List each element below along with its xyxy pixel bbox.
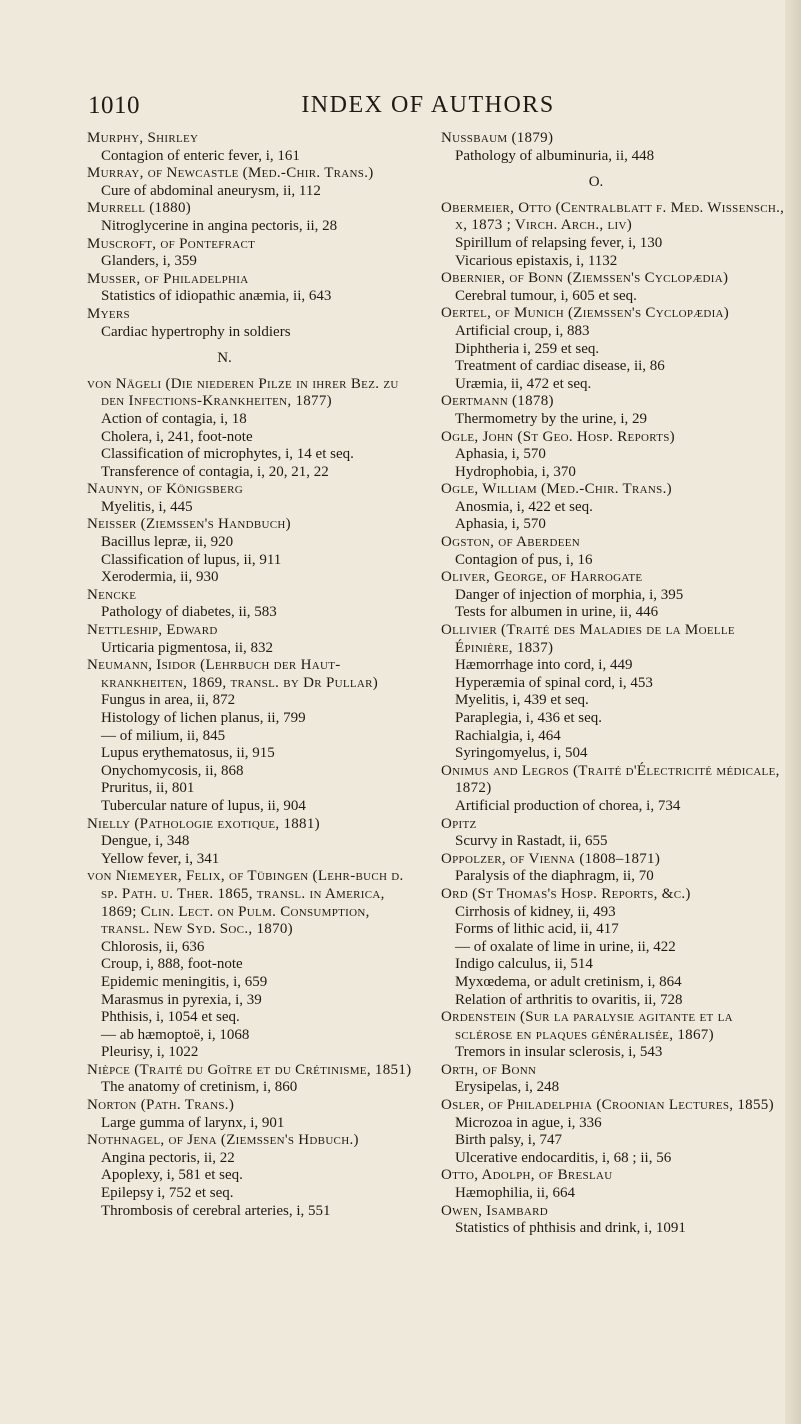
index-subentry: Fungus in area, ii, 872 — [101, 692, 236, 709]
index-subentry: Statistics of idiopathic anæmia, ii, 643 — [101, 288, 332, 305]
index-subentry: Scurvy in Rastadt, ii, 655 — [455, 833, 608, 850]
index-column-left — [87, 130, 422, 1220]
author-heading: Oertmann (1878) — [441, 393, 554, 410]
index-subentry: Hæmorrhage into cord, i, 449 — [455, 657, 633, 674]
author-heading: Ollivier (Traité des Maladies de la Moelle Épinière, 1837) — [441, 622, 735, 656]
index-subentry: Rachialgia, i, 464 — [455, 727, 561, 744]
author-heading: Oertel, of Munich (Ziemssen's Cyclopædia) — [441, 305, 730, 322]
author-heading: Osler, of Philadelphia (Croonian Lectures, 1855) — [441, 1097, 774, 1114]
author-heading: Obernier, of Bonn (Ziemssen's Cyclopædia) — [441, 270, 729, 287]
index-column-right — [441, 130, 791, 1238]
index-subentry: Phthisis, i, 1054 et seq. — [101, 1009, 240, 1026]
index-subentry: Tests for albumen in urine, ii, 446 — [455, 604, 659, 621]
index-subentry: Thermometry by the urine, i, 29 — [455, 410, 648, 427]
index-subentry: Anosmia, i, 422 et seq. — [455, 498, 593, 515]
index-subentry: Statistics of phthisis and drink, i, 1091 — [455, 1220, 686, 1237]
index-subentry: Onychomycosis, ii, 868 — [101, 762, 244, 779]
index-subentry: — of milium, ii, 845 — [101, 727, 226, 744]
index-subentry: Hæmophilia, ii, 664 — [455, 1185, 575, 1202]
author-heading: von Nägeli (Die niederen Pilze in ihrer Bez. zu den Infections-Krankheiten, 1877) — [87, 375, 399, 410]
author-heading: Neisser (Ziemssen's Handbuch) — [87, 516, 291, 533]
author-heading: Nencke — [87, 586, 137, 603]
index-subentry: Danger of injection of morphia, i, 395 — [455, 586, 684, 603]
index-subentry: Yellow fever, i, 341 — [101, 850, 220, 867]
author-heading: Owen, Isambard — [441, 1202, 548, 1219]
index-subentry: Large gumma of larynx, i, 901 — [101, 1114, 285, 1131]
author-heading: Otto, Adolph, of Breslau — [441, 1167, 613, 1184]
author-heading: Obermeier, Otto (Centralblatt f. Med. Wissensch., x, 1873 ; Virch. Arch., liv) — [441, 199, 785, 234]
index-subentry: Classification of lupus, ii, 911 — [101, 551, 282, 568]
index-subentry: Uræmia, ii, 472 et seq. — [455, 375, 592, 392]
author-heading: Nussbaum (1879) — [441, 130, 554, 146]
index-subentry: Epidemic meningitis, i, 659 — [101, 973, 268, 990]
index-subentry: Dengue, i, 348 — [101, 833, 190, 850]
index-subentry: The anatomy of cretinism, i, 860 — [101, 1079, 298, 1096]
index-subentry: Pathology of diabetes, ii, 583 — [101, 604, 277, 621]
index-subentry: Xerodermia, ii, 930 — [101, 569, 219, 586]
index-subentry: Myelitis, i, 439 et seq. — [455, 692, 589, 709]
index-subentry: Hyperæmia of spinal cord, i, 453 — [455, 674, 653, 691]
index-subentry: Artificial production of chorea, i, 734 — [455, 797, 681, 814]
author-heading: Nettleship, Edward — [87, 622, 218, 639]
index-subentry: Histology of lichen planus, ii, 799 — [101, 710, 306, 726]
author-heading: Murrell (1880) — [87, 200, 192, 217]
index-subentry: Contagion of enteric fever, i, 161 — [101, 147, 300, 164]
index-subentry: Nitroglycerine in angina pectoris, ii, 28 — [101, 217, 338, 234]
author-heading: Orth, of Bonn — [441, 1061, 537, 1078]
author-heading: Norton (Path. Trans.) — [87, 1097, 235, 1114]
index-subentry: Thrombosis of cerebral arteries, i, 551 — [101, 1202, 331, 1219]
index-subentry: Vicarious epistaxis, i, 1132 — [455, 252, 618, 269]
index-subentry: Apoplexy, i, 581 et seq. — [101, 1167, 243, 1184]
index-subentry: Epilepsy i, 752 et seq. — [101, 1185, 234, 1202]
section-letter: N. — [217, 350, 232, 367]
author-heading: Ordenstein (Sur la paralysie agitante et la sclérose en plaques généralisée, 1867) — [441, 1009, 733, 1043]
index-subentry: Paralysis of the diaphragm, ii, 70 — [455, 868, 654, 885]
author-heading: Muscroft, of Pontefract — [87, 235, 256, 252]
index-subentry: Relation of arthritis to ovaritis, ii, 728 — [455, 991, 683, 1008]
index-subentry: Treatment of cardiac disease, ii, 86 — [455, 358, 665, 375]
author-heading: Oliver, George, of Harrogate — [441, 569, 643, 586]
index-subentry: Forms of lithic acid, ii, 417 — [455, 921, 619, 938]
index-subentry: Pleurisy, i, 1022 — [101, 1044, 199, 1061]
index-subentry: Tremors in insular sclerosis, i, 543 — [455, 1044, 663, 1061]
author-heading: Ord (St Thomas's Hosp. Reports, &c.) — [441, 885, 691, 902]
author-heading: Nothnagel, of Jena (Ziemssen's Hdbuch.) — [87, 1132, 359, 1149]
index-subentry: Birth palsy, i, 747 — [455, 1132, 562, 1149]
index-subentry: Diphtheria i, 259 et seq. — [455, 340, 600, 357]
index-subentry: Ulcerative endocarditis, i, 68 ; ii, 56 — [455, 1149, 672, 1166]
author-heading: Nièpce (Traité du Goître et du Crétinisme, 1851) — [87, 1061, 412, 1078]
index-subentry: Cholera, i, 241, foot-note — [101, 428, 253, 445]
author-heading: Opitz — [441, 815, 477, 832]
author-heading: Neumann, Isidor (Lehrbuch der Haut-krankheiten, 1869, transl. by Dr Pullar) — [87, 657, 379, 691]
author-heading: von Niemeyer, Felix, of Tübingen (Lehr-buch d. sp. Path. u. Ther. 1865, transl. in America, 1869; Clin. Lect. on Pulm. Consumption, transl. New Syd. Soc., 1870) — [87, 868, 404, 938]
index-subentry: Cerebral tumour, i, 605 et seq. — [455, 287, 637, 304]
index-subentry: Cure of abdominal aneurysm, ii, 112 — [101, 182, 321, 199]
index-subentry: Microzoa in ague, i, 336 — [455, 1114, 602, 1131]
author-heading: Murphy, Shirley — [87, 130, 199, 146]
section-letter: O. — [588, 174, 604, 191]
index-subentry: Myelitis, i, 445 — [101, 498, 193, 515]
index-subentry: Syringomyelus, i, 504 — [455, 745, 588, 762]
author-heading: Onimus and Legros (Traité d'Électricité médicale, 1872) — [441, 762, 780, 797]
index-subentry: Lupus erythematosus, ii, 915 — [101, 745, 275, 762]
index-subentry: Chlorosis, ii, 636 — [101, 938, 205, 955]
index-subentry: Angina pectoris, ii, 22 — [101, 1149, 235, 1166]
page-number: 1010 — [88, 92, 140, 119]
index-subentry: Erysipelas, i, 248 — [455, 1079, 560, 1096]
index-subentry: Glanders, i, 359 — [101, 253, 197, 270]
index-subentry: Cirrhosis of kidney, ii, 493 — [455, 903, 616, 920]
author-heading: Nielly (Pathologie exotique, 1881) — [87, 815, 320, 832]
index-subentry: Action of contagia, i, 18 — [101, 410, 247, 427]
index-subentry: Spirillum of relapsing fever, i, 130 — [455, 234, 663, 251]
index-subentry: Contagion of pus, i, 16 — [455, 551, 593, 568]
index-subentry: Transference of contagia, i, 20, 21, 22 — [101, 463, 329, 480]
index-subentry: Tubercular nature of lupus, ii, 904 — [101, 797, 306, 814]
index-subentry: Bacillus lepræ, ii, 920 — [101, 534, 234, 551]
index-subentry: Pathology of albuminuria, ii, 448 — [455, 147, 655, 164]
index-subentry: Classification of microphytes, i, 14 et seq. — [101, 446, 354, 463]
index-subentry: Myxœdema, or adult cretinism, i, 864 — [455, 973, 682, 990]
index-subentry: Hydrophobia, i, 370 — [455, 463, 576, 480]
author-heading: Naunyn, of Königsberg — [87, 481, 243, 498]
running-head: INDEX OF AUTHORS — [301, 92, 555, 118]
index-subentry: Aphasia, i, 570 — [455, 446, 546, 463]
index-subentry: — ab hæmoptoë, i, 1068 — [101, 1026, 250, 1043]
index-subentry: Paraplegia, i, 436 et seq. — [455, 710, 603, 726]
author-heading: Ogston, of Aberdeen — [441, 534, 581, 551]
author-heading: Murray, of Newcastle (Med.-Chir. Trans.) — [87, 165, 374, 182]
index-subentry: Aphasia, i, 570 — [455, 516, 546, 533]
index-subentry: Cardiac hypertrophy in soldiers — [101, 323, 291, 340]
index-subentry: Artificial croup, i, 883 — [455, 322, 590, 339]
index-subentry: Croup, i, 888, foot-note — [101, 956, 243, 973]
index-subentry: Indigo calculus, ii, 514 — [455, 956, 593, 973]
index-subentry: Urticaria pigmentosa, ii, 832 — [101, 639, 274, 656]
author-heading: Musser, of Philadelphia — [87, 270, 249, 287]
author-heading: Ogle, John (St Geo. Hosp. Reports) — [441, 428, 675, 445]
index-subentry: Marasmus in pyrexia, i, 39 — [101, 991, 262, 1008]
author-heading: Oppolzer, of Vienna (1808–1871) — [441, 850, 661, 867]
index-subentry: Pruritus, ii, 801 — [101, 780, 195, 797]
index-subentry: — of oxalate of lime in urine, ii, 422 — [455, 938, 676, 955]
page-header — [88, 92, 768, 120]
author-heading: Myers — [87, 305, 130, 322]
author-heading: Ogle, William (Med.-Chir. Trans.) — [441, 481, 672, 498]
